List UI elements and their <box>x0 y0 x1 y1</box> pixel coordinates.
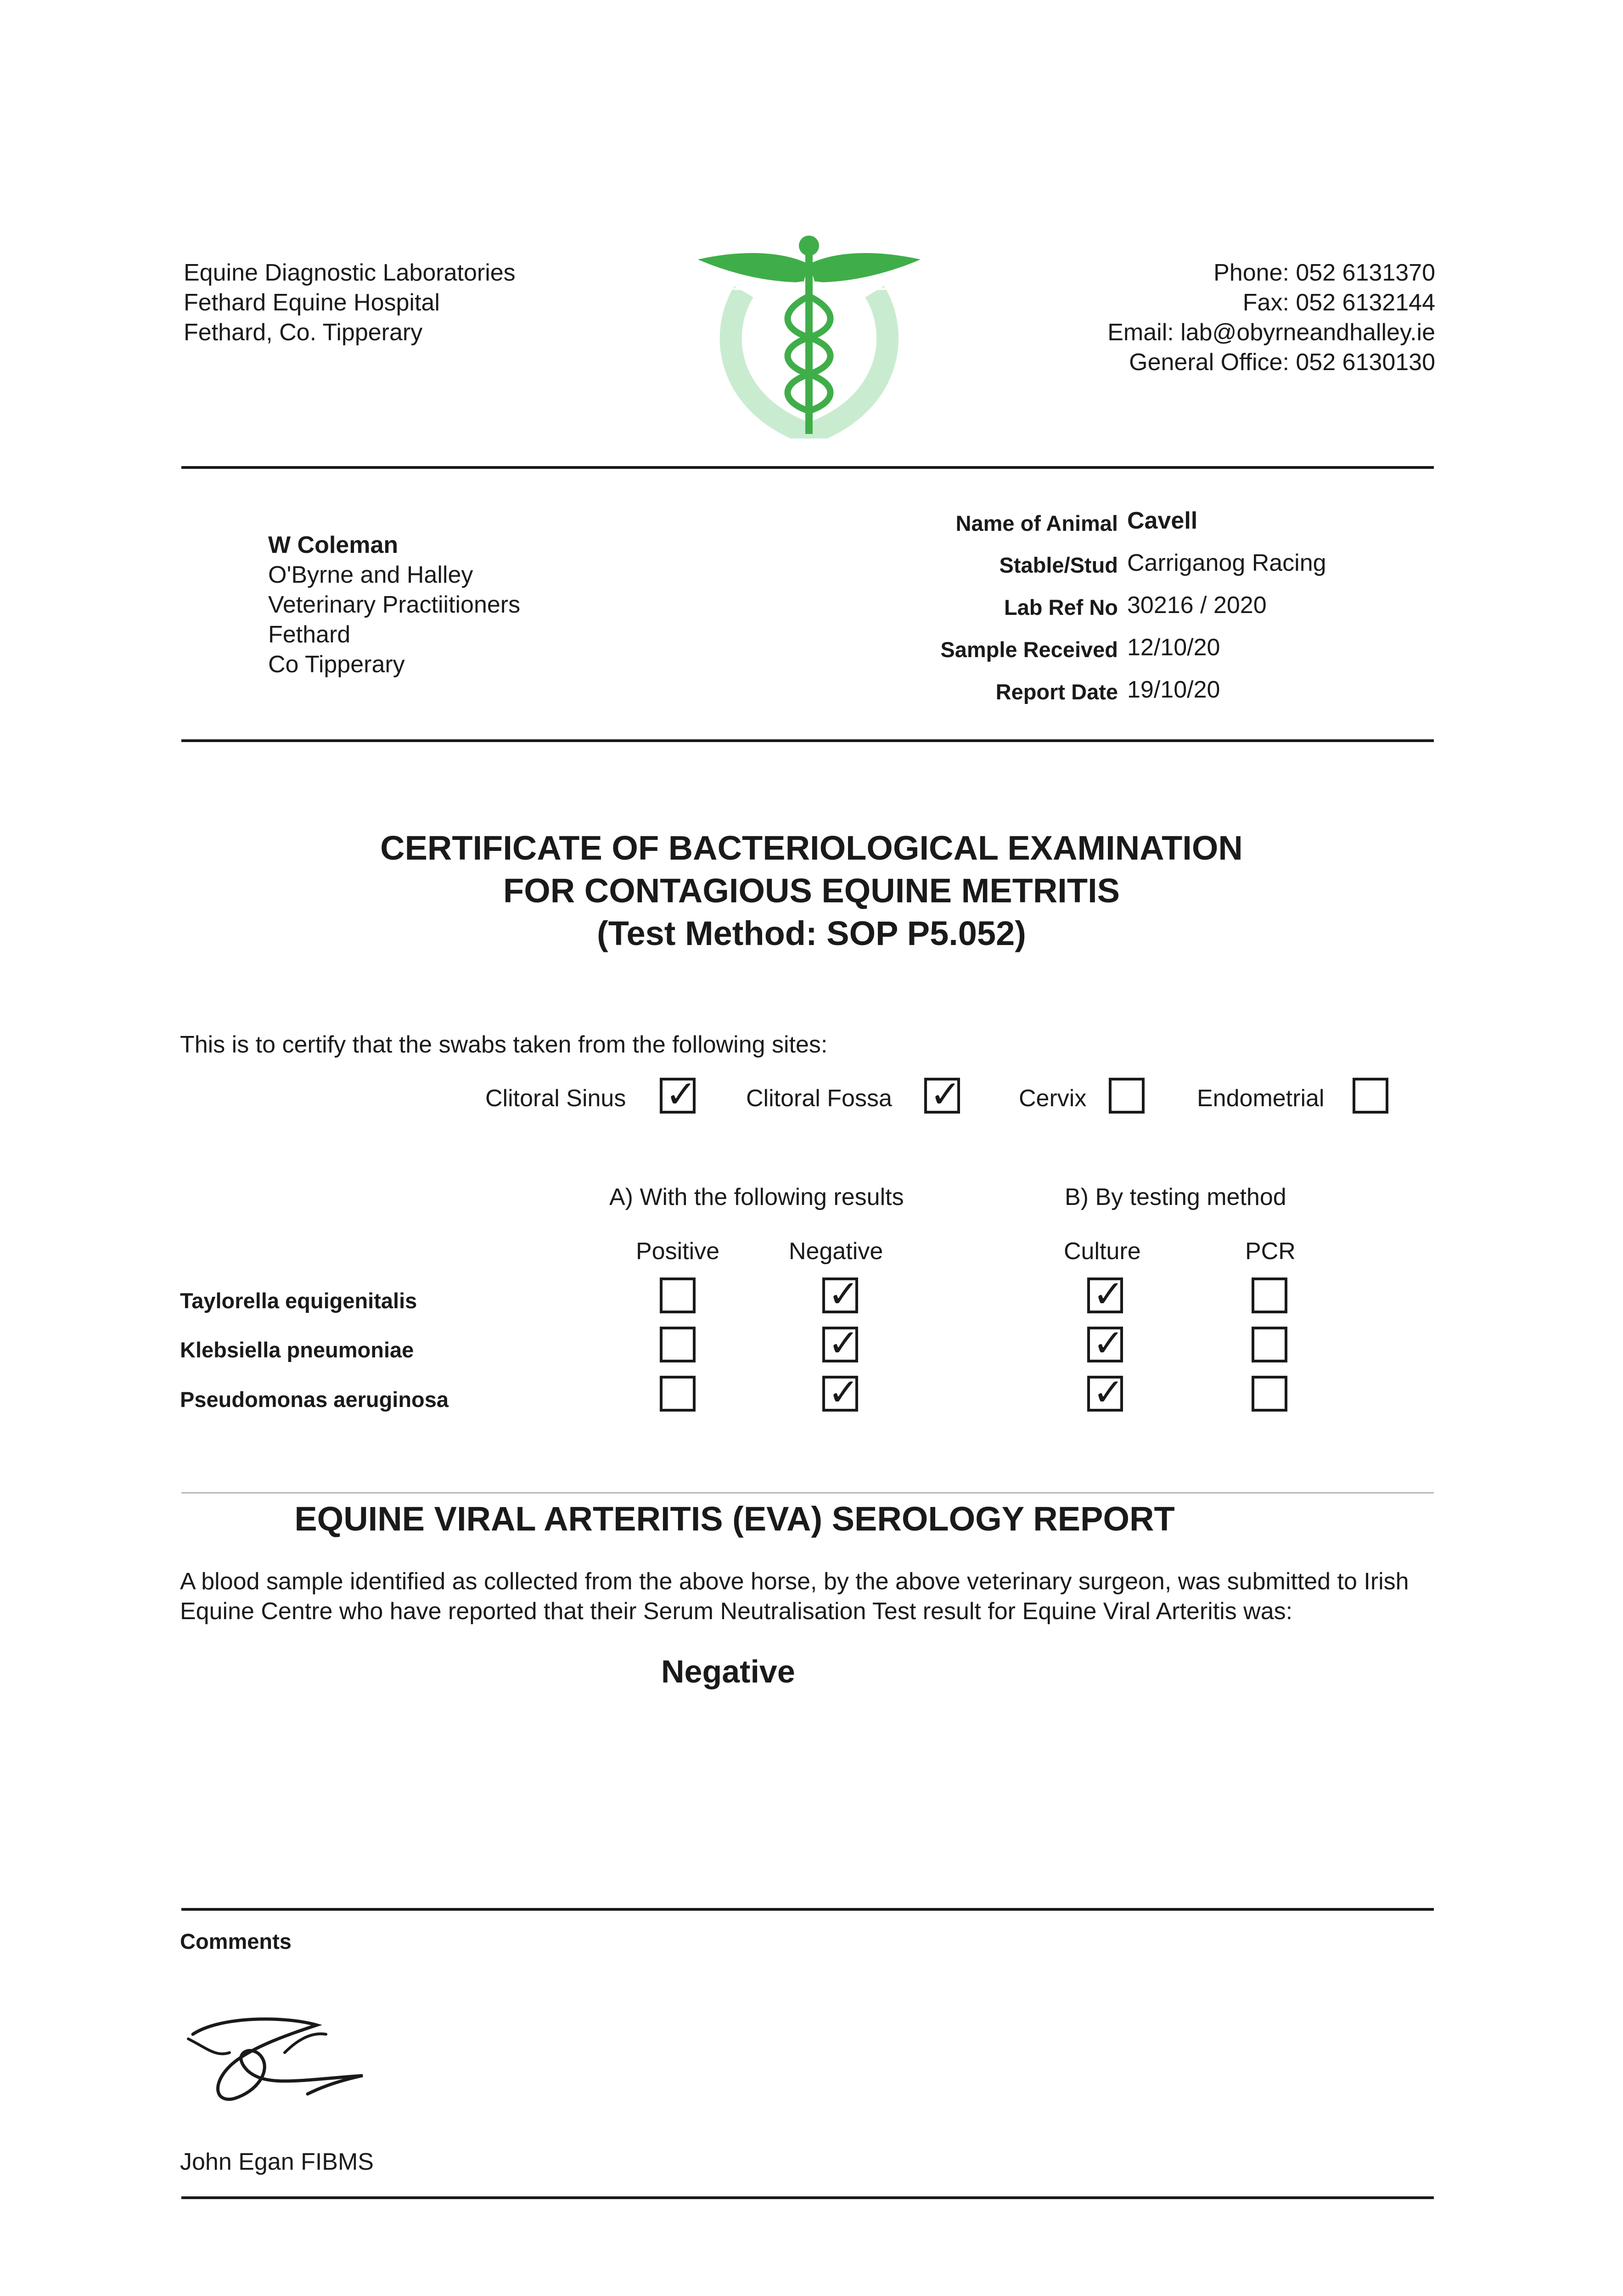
header-divider <box>181 466 1434 469</box>
certificate-title-line: CERTIFICATE OF BACTERIOLOGICAL EXAMINATION <box>380 829 1243 867</box>
eva-result: Negative <box>661 1654 795 1689</box>
section-divider <box>181 1492 1434 1493</box>
check-mark-icon: ✓ <box>828 1371 859 1414</box>
email-address: Email: lab@obyrneandhalley.ie <box>1107 319 1435 346</box>
check-mark-icon: ✓ <box>1093 1272 1124 1316</box>
lab-ref-value: 30216 / 2020 <box>1127 592 1267 619</box>
certificate-title <box>0 827 1623 955</box>
organism-name: Taylorella equigenitalis <box>180 1289 417 1313</box>
animal-name-value: Cavell <box>1127 507 1198 534</box>
positive-checkbox <box>660 1376 696 1412</box>
swab-site-label: Clitoral Fossa <box>746 1085 892 1112</box>
pcr-checkbox <box>1252 1277 1287 1313</box>
method-header: B) By testing method <box>1065 1184 1286 1210</box>
animal-name-label: Name of Animal <box>955 511 1118 535</box>
culture-checkbox <box>1087 1322 1124 1365</box>
column-header-culture: Culture <box>1064 1238 1141 1265</box>
check-mark-icon: ✓ <box>930 1073 961 1116</box>
check-mark-icon: ✓ <box>828 1272 859 1316</box>
swab-site-checkbox <box>1353 1078 1388 1114</box>
phone-number: Phone: 052 6131370 <box>1213 259 1435 286</box>
lab-contact <box>1107 258 1435 377</box>
pcr-checkbox <box>1252 1376 1287 1412</box>
recipient-line: Fethard <box>268 621 351 648</box>
check-mark-icon: ✓ <box>828 1322 859 1365</box>
general-office-number: General Office: 052 6130130 <box>1129 349 1435 376</box>
footer-divider <box>181 2196 1434 2199</box>
info-divider <box>181 739 1434 742</box>
lab-ref-label: Lab Ref No <box>1004 595 1118 619</box>
comments-label: Comments <box>180 1929 292 1953</box>
swab-site-checkbox <box>924 1073 961 1116</box>
swab-site-label: Endometrial <box>1197 1085 1325 1112</box>
results-header: A) With the following results <box>609 1184 904 1210</box>
eva-report-text: A blood sample identified as collected from the above horse, by the above veterinary surgeon, was submitted to Irish Equine Centre who have reported that their Serum Neutralisation Test result for Equine Viral Arteritis was: <box>180 1568 1409 1625</box>
stable-value: Carriganog Racing <box>1127 550 1326 576</box>
signatory-name: John Egan FIBMS <box>180 2149 374 2175</box>
comments-divider <box>181 1908 1434 1911</box>
pcr-checkbox <box>1252 1327 1287 1362</box>
positive-checkbox <box>660 1327 696 1362</box>
lab-address-line: Equine Diagnostic Laboratories <box>184 259 516 286</box>
fax-number: Fax: 052 6132144 <box>1242 289 1435 316</box>
negative-checkbox <box>822 1272 859 1316</box>
positive-checkbox <box>660 1277 696 1313</box>
swab-site-checkbox <box>1109 1078 1145 1114</box>
recipient-name: W Coleman <box>268 532 399 558</box>
negative-checkbox <box>822 1322 859 1365</box>
organism-name: Klebsiella pneumoniae <box>180 1338 414 1362</box>
culture-checkbox <box>1087 1272 1124 1316</box>
recipient-line: Co Tipperary <box>268 651 405 678</box>
stable-label: Stable/Stud <box>999 553 1118 577</box>
signature <box>179 2007 399 2117</box>
recipient-line: O'Byrne and Halley <box>268 562 473 588</box>
sample-received-value: 12/10/20 <box>1127 634 1220 661</box>
certificate-title-line: FOR CONTAGIOUS EQUINE METRITIS <box>503 872 1120 910</box>
swab-site-label: Cervix <box>1019 1085 1087 1112</box>
column-header-positive: Positive <box>636 1238 720 1265</box>
swab-site-checkbox <box>660 1073 697 1116</box>
negative-checkbox <box>822 1371 859 1414</box>
swab-intro: This is to certify that the swabs taken from the following sites: <box>180 1031 828 1058</box>
caduceus-horseshoe-icon <box>689 232 930 439</box>
recipient-address <box>268 530 520 680</box>
check-mark-icon: ✓ <box>1093 1371 1124 1414</box>
lab-address-line: Fethard, Co. Tipperary <box>184 319 423 346</box>
check-mark-icon: ✓ <box>665 1073 697 1116</box>
lab-address <box>184 258 516 348</box>
swab-site-label: Clitoral Sinus <box>485 1085 626 1112</box>
sample-received-label: Sample Received <box>940 637 1118 662</box>
recipient-line: Veterinary Practiitioners <box>268 591 521 618</box>
check-mark-icon: ✓ <box>1093 1322 1124 1365</box>
lab-address-line: Fethard Equine Hospital <box>184 289 440 316</box>
test-method: (Test Method: SOP P5.052) <box>597 914 1026 952</box>
report-date-label: Report Date <box>995 680 1118 704</box>
eva-report-title: EQUINE VIRAL ARTERITIS (EVA) SEROLOGY REPORT <box>294 1500 1175 1538</box>
organism-name: Pseudomonas aeruginosa <box>180 1387 449 1412</box>
column-header-pcr: PCR <box>1245 1238 1296 1265</box>
report-date-value: 19/10/20 <box>1127 676 1220 703</box>
culture-checkbox <box>1087 1371 1124 1414</box>
column-header-negative: Negative <box>789 1238 883 1265</box>
